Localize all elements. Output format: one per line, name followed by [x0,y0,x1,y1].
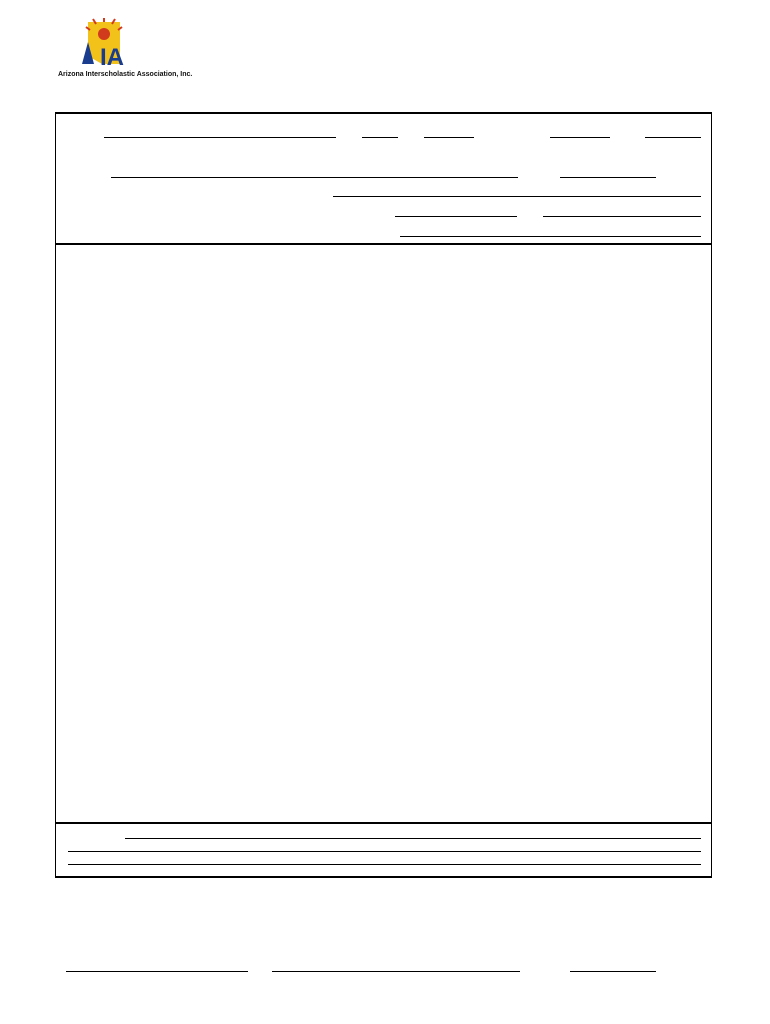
frame-right [711,112,712,876]
parent-signature-line[interactable] [66,971,248,972]
student-signature-line[interactable] [272,971,520,972]
svg-text:IA: IA [100,44,124,71]
date-line[interactable] [570,971,656,972]
phone-w-field[interactable] [543,216,701,217]
phone-field[interactable] [560,177,656,178]
arizona-state-logo-icon [58,18,198,78]
frame-left [55,112,56,876]
dob-field[interactable] [550,137,610,138]
top-rule [55,112,712,114]
phone-h-field[interactable] [395,216,517,217]
explanation-rule [55,822,712,824]
bottom-rule [55,876,712,878]
age-field[interactable] [424,137,474,138]
contact-name-field[interactable] [333,196,701,197]
name-field[interactable] [104,137,336,138]
explanation-line-1[interactable] [125,838,701,839]
section-rule [55,243,712,245]
sex-field[interactable] [362,137,398,138]
svg-text:Arizona Interscholastic Associ: Arizona Interscholastic Association, Inc. [58,71,193,78]
grade-field[interactable] [645,137,701,138]
cell-field[interactable] [400,236,701,237]
explanation-line-3[interactable] [68,864,701,865]
address-field[interactable] [111,177,518,178]
explanation-line-2[interactable] [68,851,701,852]
aia-logo [58,18,198,78]
